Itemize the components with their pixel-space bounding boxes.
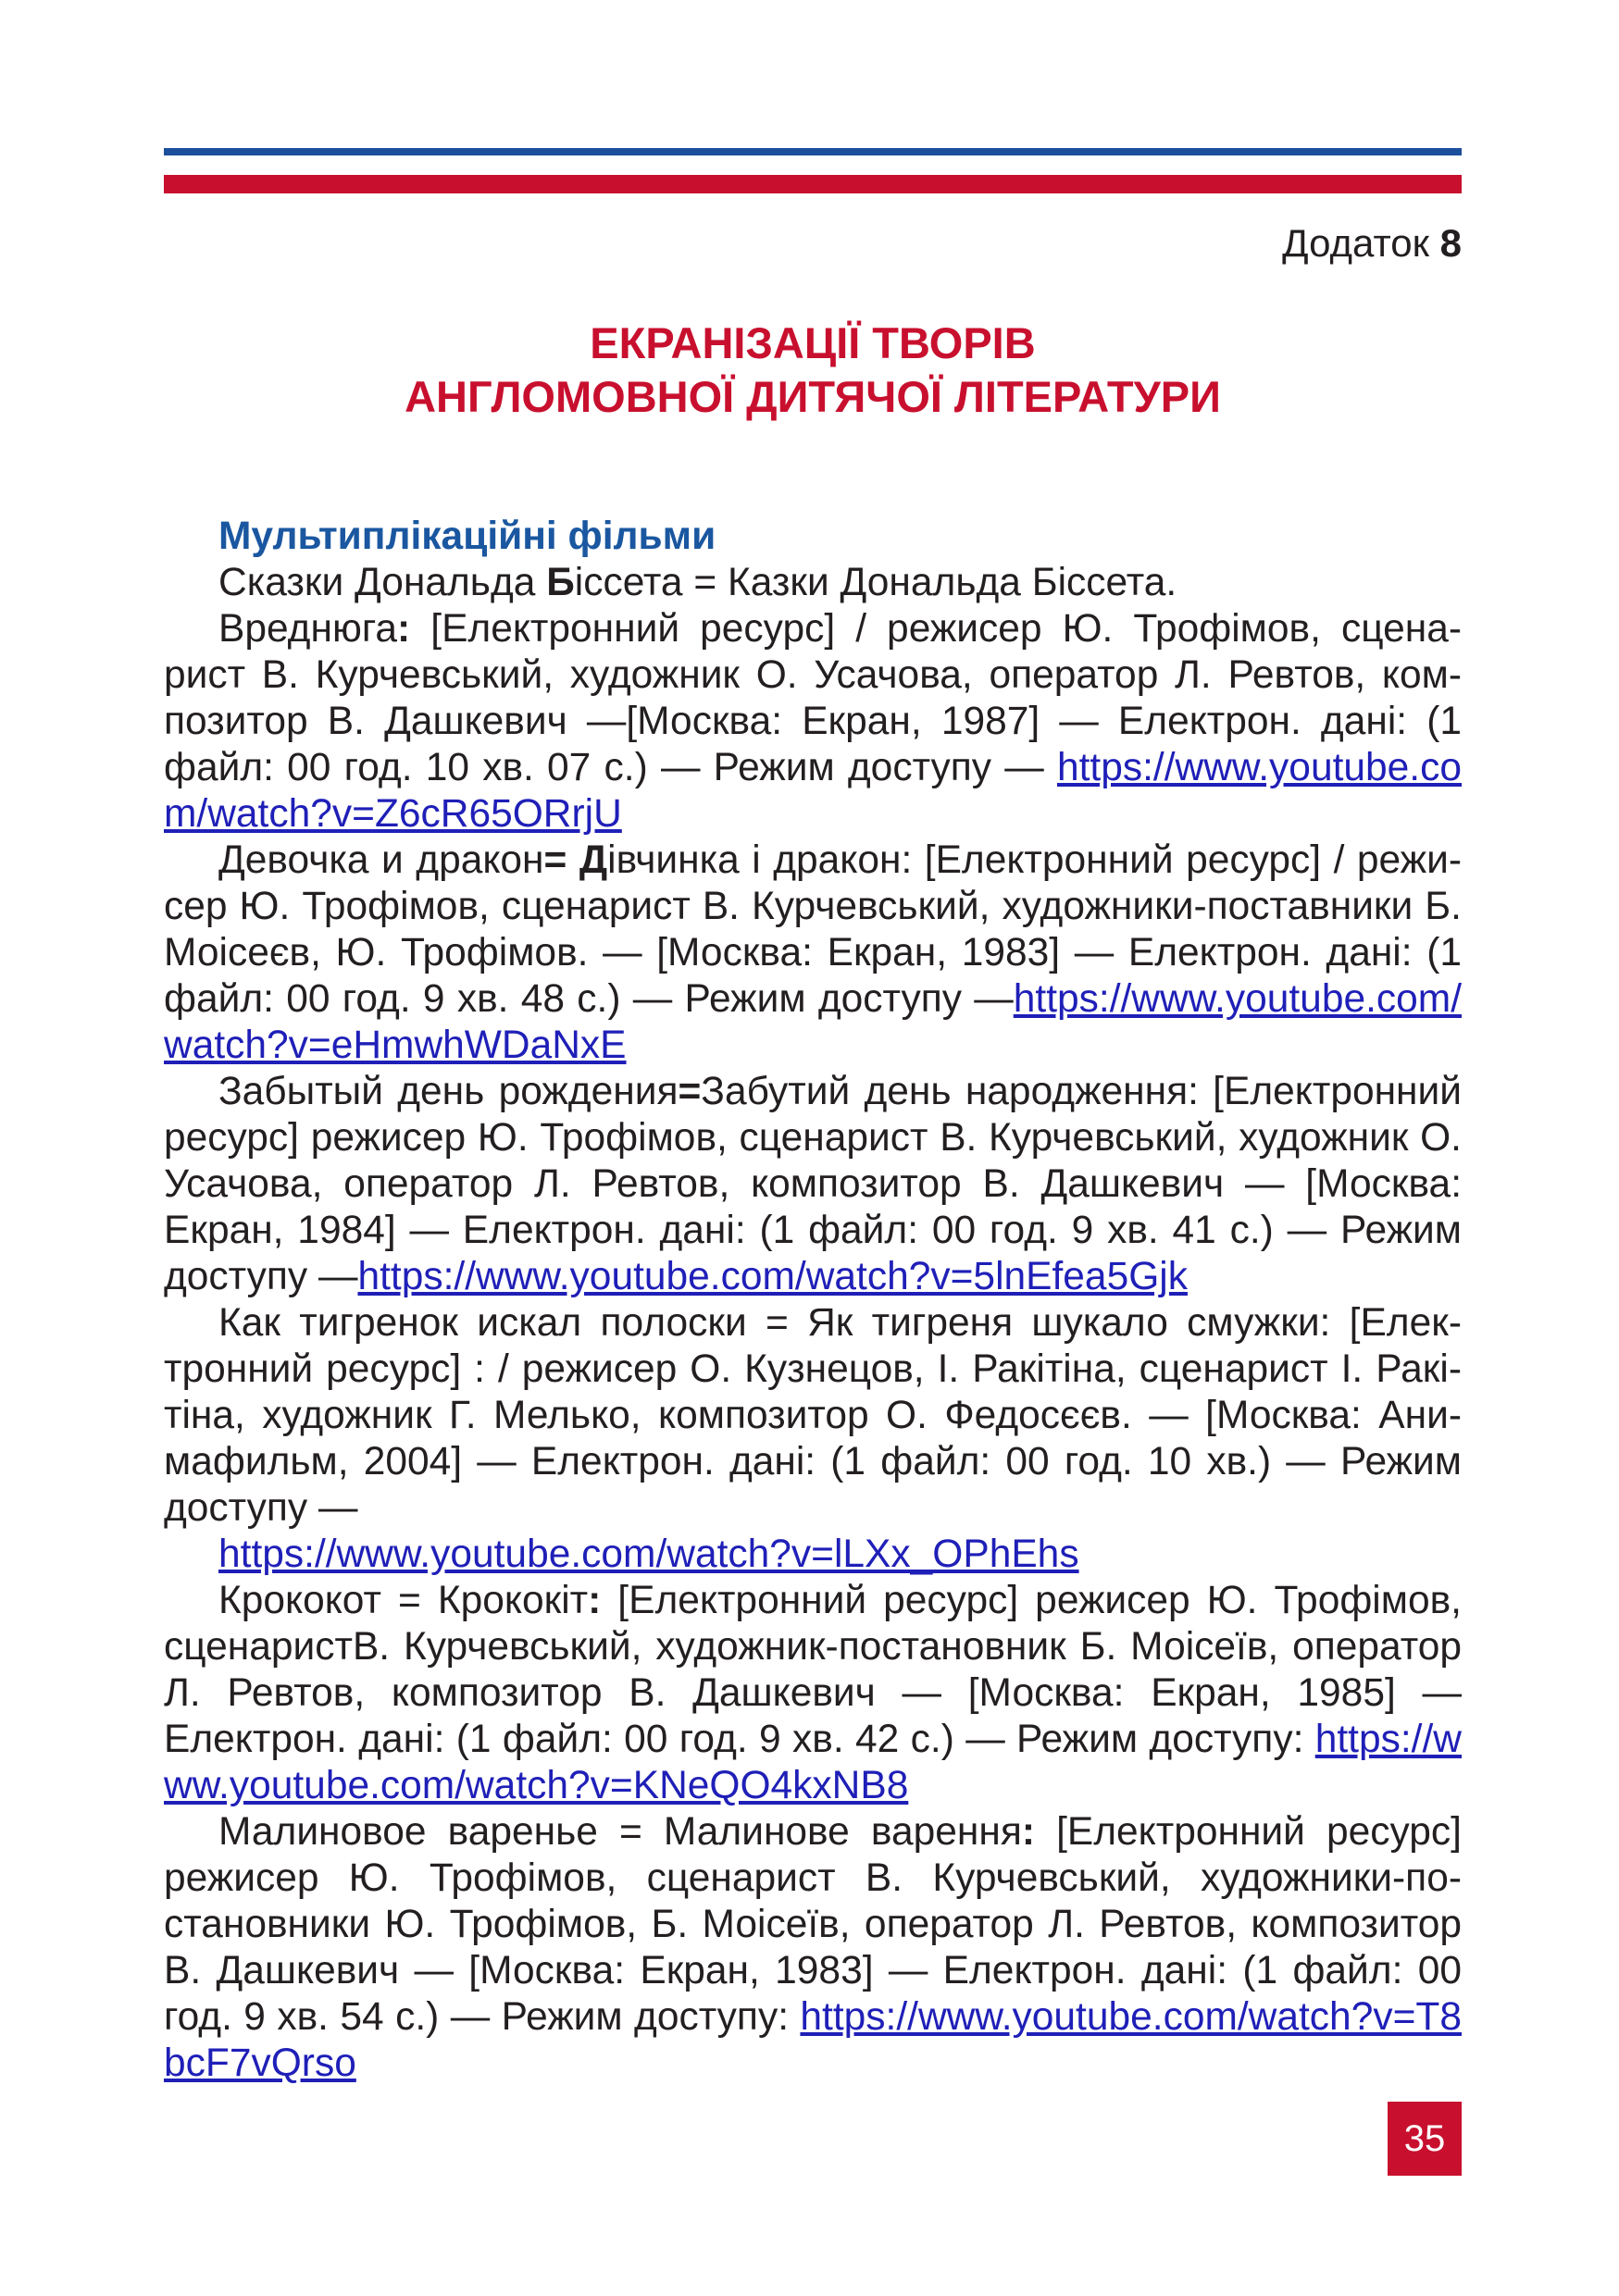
entry-text: іссета = Казки Дональда Біссета. bbox=[574, 561, 1177, 604]
entry-bold: : bbox=[397, 607, 411, 651]
entry-text: Забутий день народження: [Електронний ресурс] режисер Ю. Трофімов, сценарист В. Курчевський, художник О. Усачова, оператор Л. Ревтов, композитор В. Дашкевич — [Москва: Екран, 1984] — Електрон. дані: (1 файл: 00 год. 9 хв. 41 с.) — Режим доступу — bbox=[164, 1070, 1463, 1298]
entry-bold: Б bbox=[546, 561, 575, 604]
entry-text: Сказки Дональда bbox=[218, 561, 547, 604]
page-number-badge bbox=[1388, 2102, 1462, 2176]
entry-text: Забытый день рождения bbox=[218, 1070, 679, 1113]
youtube-link[interactable]: https://www.youtube.com/watch?v=5lnEfea5Gjk bbox=[357, 1255, 1188, 1298]
entry-bold: : bbox=[1021, 1810, 1035, 1854]
appendix-label bbox=[1282, 219, 1462, 267]
youtube-link[interactable]: https://www.youtube.com/watch?v=Z6cR65ORrjU bbox=[164, 746, 1462, 836]
entry-malinovoe-varene bbox=[164, 1809, 1462, 2087]
entry-text: [Електронний ресурс] режисер Ю. Трофімов, сценарист В. Курчевський, художники-постановники Ю. Трофімов, Б. Моісеїв, оператор Л. Ревтов, композитор В. Дашкевич — [Москва: Екран, 1983] — Електрон. дані: (1 файл: 00 год. 9 хв. 54 с.) — Режим доступу: bbox=[164, 1810, 1462, 2039]
youtube-link[interactable]: https://www.youtube.com/watch?v=lLXx_OPhEhs bbox=[218, 1533, 1079, 1576]
page-title-line-2: АНГЛОМОВНОЇ ДИТЯЧОЇ ЛІТЕРАТУРИ bbox=[405, 372, 1221, 421]
header-rule-red bbox=[164, 175, 1462, 193]
entry-kak-tigrenok bbox=[164, 1300, 1462, 1532]
entry-text: Вреднюга bbox=[218, 607, 398, 651]
appendix-number: 8 bbox=[1439, 221, 1462, 265]
entry-text: івчинка і дракон: [Електронний ресурс] / режисер Ю. Трофімов, сценарист В. Курчевський, художники-поставники Б. Моісеєв, Ю. Трофімов. — [Москва: Екран, 1983] — Електрон. дані: (1 файл: 00 год. 9 хв. 48 с.) — Режим доступу — bbox=[164, 838, 1463, 1021]
appendix-label-text: Додаток bbox=[1282, 221, 1429, 265]
entry-bisset bbox=[164, 560, 1462, 606]
entry-text: Как тигренок искал полоски = Як тигреня шукало смужки: [Електронний ресурс] : / режисер О. Кузнецов, І. Ракітіна, сценарист І. Ракітіна, художник Г. Мелько, композитор О. Федосєєв. — [Москва: Анимафильм, 2004] — Електрон. дані: (1 файл: 00 год. 10 хв.) — Режим доступу — bbox=[164, 1301, 1462, 1530]
entry-bold: = bbox=[678, 1070, 702, 1113]
header-rule-blue bbox=[164, 148, 1462, 155]
page-title bbox=[164, 316, 1462, 424]
section-heading: Мультиплікаційні фільми bbox=[218, 515, 716, 558]
entry-bold: : bbox=[588, 1579, 602, 1622]
youtube-link[interactable]: https://www.youtube.com/watch?v=T8bcF7vQrso bbox=[164, 1995, 1462, 2085]
entry-vrednyuga bbox=[164, 606, 1462, 838]
entry-kak-tigrenok-link-line bbox=[164, 1532, 1462, 1578]
document-body bbox=[164, 514, 1462, 2087]
page-title-line-1: ЕКРАНІЗАЦІЇ ТВОРІВ bbox=[590, 318, 1036, 367]
entry-devochka-i-drakon bbox=[164, 838, 1462, 1069]
entry-text: Девочка и дракон bbox=[218, 838, 544, 882]
entry-zabytyi-den-rozhdeniya bbox=[164, 1069, 1462, 1300]
entry-text: Крококот = Крококіт bbox=[218, 1579, 589, 1622]
entry-text: [Електронний ресурс] / режисер Ю. Трофімов, сценарист В. Курчевський, художник О. Усачова, оператор Л. Ревтов, композитор В. Дашкевич —[Москва: Екран, 1987] — Електрон. дані: (1 файл: 00 год. 10 хв. 07 с.) — Режим доступу — bbox=[164, 607, 1462, 789]
youtube-link[interactable]: https://www.youtube.com/watch?v=KNeQO4kxNB8 bbox=[164, 1718, 1462, 1807]
entry-bold: = Д bbox=[543, 838, 608, 882]
page-number: 35 bbox=[1403, 2118, 1446, 2159]
entry-krokokot bbox=[164, 1578, 1462, 1809]
youtube-link[interactable]: https://www.youtube.com/watch?v=eHmwhWDaNxE bbox=[164, 977, 1462, 1067]
entry-text: [Електронний ресурс] режисер Ю. Трофімов, сценаристВ. Курчевський, художник-постановник Б. Моісеїв, оператор Л. Ревтов, композитор В. Дашкевич — [Москва: Екран, 1985] — Електрон. дані: (1 файл: 00 год. 9 хв. 42 с.) — Режим доступу: bbox=[164, 1579, 1462, 1761]
entry-text: Малиновое варенье = Малинове варення bbox=[218, 1810, 1022, 1854]
